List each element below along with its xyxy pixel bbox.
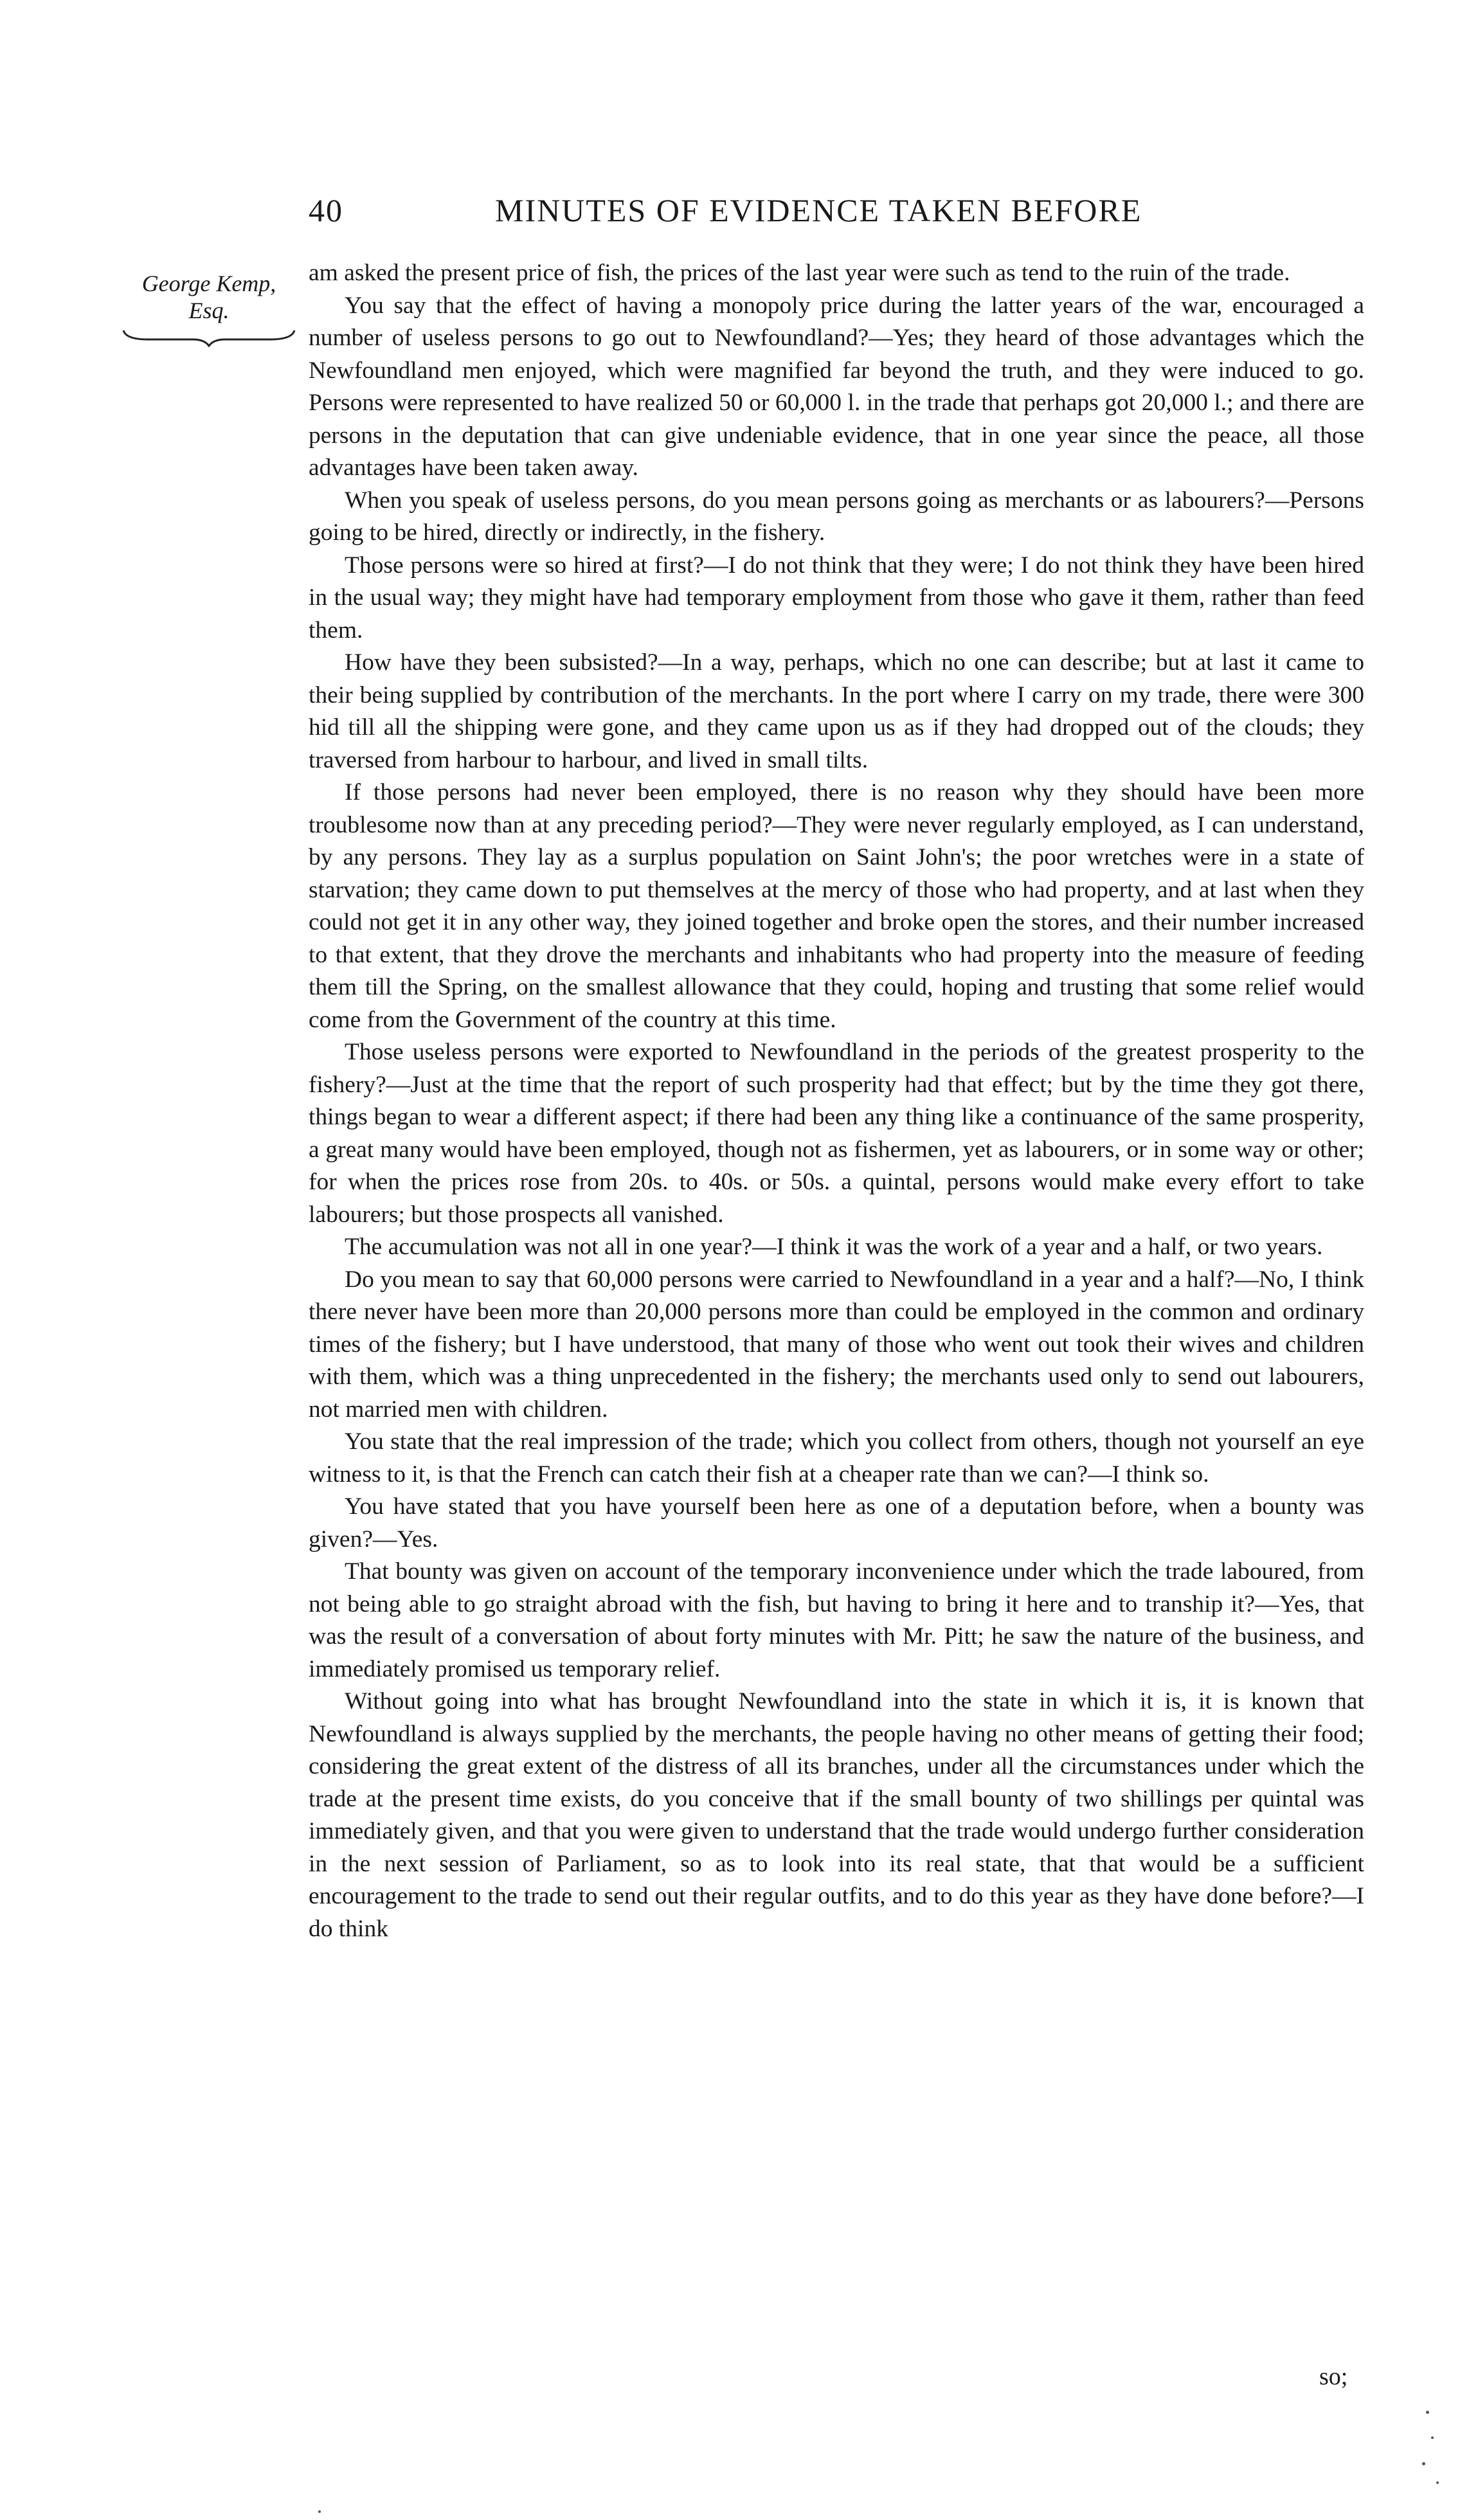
paragraph: Do you mean to say that 60,000 persons were carried to Newfoundland in a year and a half?—No, I think there never have been more than 20,000 persons more than could be employed in the common and ordinary times of the fishery; but I have understood, that many of those who went out took their wives and children with them, which was a thing unprecedented in the fishery; the merchants used only to send out labourers, not married men with children. xyxy=(309,1266,1364,1423)
witness-name: George Kemp, xyxy=(141,271,276,296)
page-header xyxy=(309,192,1176,230)
paragraph: When you speak of useless persons, do you mean persons going as merchants or as labourers?—Persons going to be hired, directly or indirectly, in the fishery. xyxy=(309,487,1364,546)
paragraph: You say that the effect of having a monopoly price during the latter years of the war, encouraged a number of useless persons to go out to Newfoundland?—Yes; they heard of those advantages which the Newfoundland men enjoyed, which were magnified far beyond the truth, and they were induced to go. Persons were represented to have realized 50 or 60,000 l. in the trade that perhaps got 20,000 l.; and there are persons in the deputation that can give undeniable evidence, that in one year since the peace, all those advantages have been taken away. xyxy=(309,292,1364,481)
page-number: 40 xyxy=(309,192,343,228)
print-speck xyxy=(318,2510,321,2513)
paragraph: Those useless persons were exported to Newfoundland in the periods of the greatest prosperity to the fishery?—Just at the time that the report of such prosperity had that effect; but by the time they got there, things began to wear a different aspect; if there had been any thing like a continuance of the same prosperity, a great many would have been employed, though not as fishermen, yet as labourers, or in some way or other; for when the prices rose from 20s. to 40s. or 50s. a quintal, persons would make every effort to take labourers; but those prospects all vanished. xyxy=(309,1039,1364,1228)
paragraph: That bounty was given on account of the temporary inconvenience under which the trade laboured, from not being able to go straight abroad with the fish, but having to bring it here and to tranship it?—Yes, that was the result of a conversation of about forty minutes with Mr. Pitt; he saw the nature of the business, and immediately promised us temporary relief. xyxy=(309,1558,1364,1682)
paragraph: You have stated that you have yourself been here as one of a deputation before, when a bounty was given?—Yes. xyxy=(309,1493,1364,1553)
witness-margin-note xyxy=(116,270,302,347)
catchword: so; xyxy=(1319,2363,1348,2390)
paragraph: You state that the real impression of the trade; which you collect from others, though not yourself an eye witness to it, is that the French can catch their fish at a cheaper rate than we can?—I think so. xyxy=(309,1428,1364,1488)
print-speck xyxy=(1422,2462,1425,2465)
testimony-text xyxy=(309,257,1364,1945)
print-speck xyxy=(1426,2411,1429,2414)
paragraph: Those persons were so hired at first?—I do not think that they were; I do not think they have been hired in the usual way; they might have had temporary employment from those who gave it them, rather than feed them. xyxy=(309,552,1364,644)
paragraph: Without going into what has brought Newfoundland into the state in which it is, it is known that Newfoundland is always supplied by the merchants, the people having no other means of getting their food; considering the great extent of the distress of all its branches, under all the circumstances under which the trade at the present time exists, do you conceive that if the small bounty of two shillings per quintal was immediately given, and that you were given to understand that the trade would undergo further consideration in the next session of Parliament, so as to look into its real state, that that would be a sufficient encouragement to the trade to send out their regular outfits, and to do this year as they have done before?—I do think xyxy=(309,1688,1364,1942)
paragraph: The accumulation was not all in one year?—I think it was the work of a year and a half, or two years. xyxy=(345,1234,1323,1260)
witness-title: Esq. xyxy=(188,298,230,323)
print-speck xyxy=(1436,2481,1439,2484)
paragraph: How have they been subsisted?—In a way, perhaps, which no one can describe; but at last it came to their being supplied by contribution of the merchants. In the port where I carry on my trade, there were 300 hid till all the shipping were gone, and they came upon us as if they had dropped out of the clouds; they traversed from harbour to harbour, and lived in small tilts. xyxy=(309,649,1364,773)
running-title: MINUTES OF EVIDENCE TAKEN BEFORE xyxy=(495,192,1142,228)
paragraph: If those persons had never been employed, there is no reason why they should have been more troublesome now than at any preceding period?—They were never regularly employed, as I can understand, by any persons. They lay as a surplus population on Saint John's; the poor wretches were in a state of starvation; they came down to put themselves at the mercy of those who had property, and at last when they could not get it in any other way, they joined together and broke open the stores, and their number increased to that extent, that they drove the merchants and inhabitants who had property into the measure of feeding them till the Spring, on the smallest allowance that they could, hoping and trusting that some relief would come from the Government of the country at this time. xyxy=(309,779,1364,1033)
print-speck xyxy=(1431,2436,1434,2439)
curly-bracket-icon xyxy=(122,328,296,347)
paragraph: am asked the present price of fish, the prices of the last year were such as tend to the ruin of the trade. xyxy=(309,260,1290,286)
